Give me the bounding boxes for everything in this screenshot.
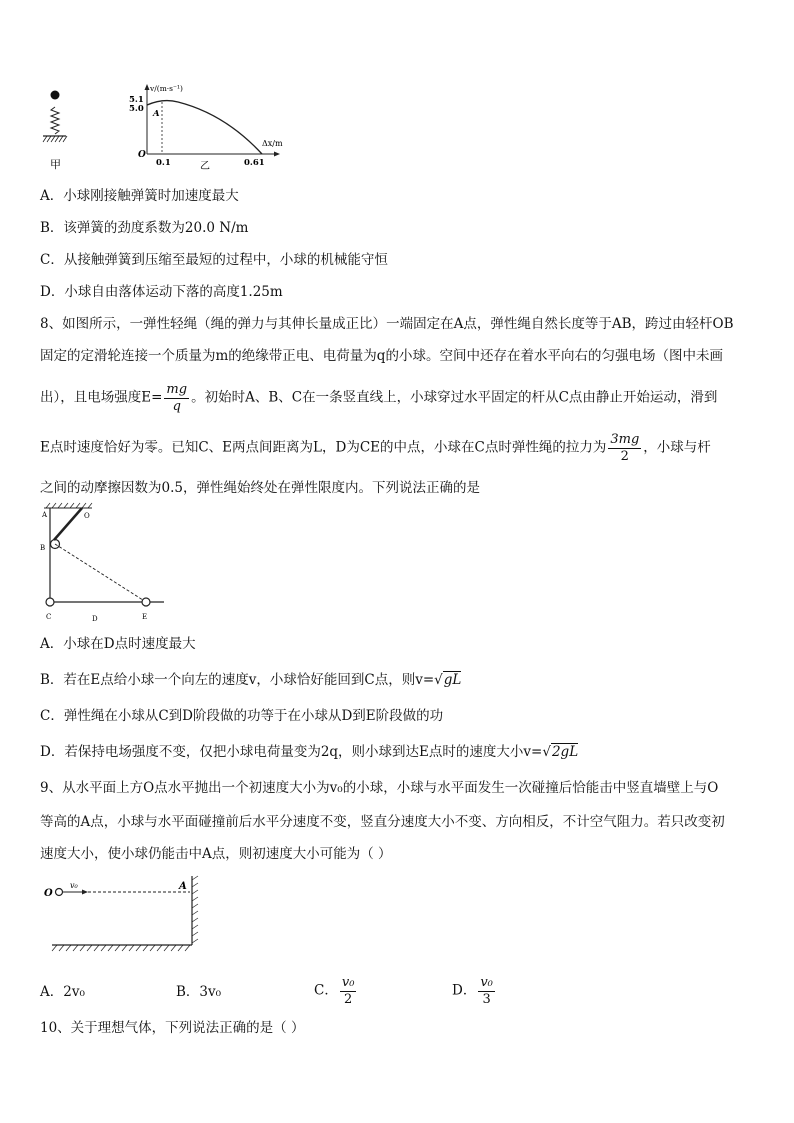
- q8-option-b: B．若在E点给小球一个向左的速度v，小球恰好能回到C点，则v=√gL: [40, 672, 462, 688]
- q9-option-c: [314, 975, 358, 1007]
- y-tick-5-1: 5.1: [129, 95, 144, 105]
- frac1-den: q: [172, 398, 181, 414]
- q9-option-c-den: 2: [343, 991, 353, 1007]
- fig7: [30, 80, 300, 175]
- frac2-num: 3mg: [610, 432, 640, 447]
- frac2-den: 2: [620, 448, 629, 464]
- fig9: [40, 872, 220, 964]
- q8-stem-line-2: 固定的定滑轮连接一个质量为m的绝缘带正电、电荷量为q的小球。空间中还存在着水平向右的匀强电场（图中未画: [40, 348, 723, 364]
- field-strength-fraction: [164, 382, 189, 414]
- q9-option-c-label: C．: [314, 982, 338, 999]
- fig8-o: O: [84, 512, 90, 520]
- origin-label: O: [138, 150, 146, 160]
- q8-line4-pre: E点时速度恰好为零。已知C、E两点间距离为L，D为CE的中点，小球在C点时弹性绳的拉力为: [40, 439, 607, 456]
- fig8-a: A: [42, 511, 48, 519]
- fig8: [34, 502, 169, 627]
- q7-option-d: D．小球自由落体运动下落的高度1.25m: [40, 284, 283, 300]
- q9-stem-line-2: 等高的A点，小球与水平面碰撞前后水平分速度不变，竖直分速度大小不变、方向相反，不计空气阻力。若只改变初: [40, 814, 725, 830]
- q9-option-d: [452, 975, 497, 1007]
- fig8-e: E: [142, 613, 148, 621]
- v-axis-label: v/(m·s⁻¹): [150, 84, 183, 93]
- fig9-v0: v₀: [70, 881, 78, 890]
- q8-stem-line-1: 8、如图所示，一弹性轻绳（绳的弹力与其伸长量成正比）一端固定在A点，弹性绳自然长度等于AB，跨过由轻杆OB: [40, 316, 734, 332]
- q9-option-d-den: 3: [482, 991, 491, 1007]
- q8-option-d-sqrt: 2gL: [551, 744, 579, 760]
- fig9-a: A: [179, 881, 187, 892]
- q8-stem-line-4: [40, 432, 711, 464]
- q8-line4-post: ，小球与杆: [643, 439, 711, 456]
- q8-option-c: C．弹性绳在小球从C到D阶段做的功等于在小球从D到E阶段做的功: [40, 708, 444, 724]
- q9-option-c-fraction: [340, 975, 357, 1007]
- ball-e: [142, 598, 150, 606]
- label-jia: 甲: [50, 158, 61, 171]
- q8-stem-line-3: [40, 382, 717, 414]
- q9-option-c-num: v₀: [341, 975, 355, 990]
- ball-c: [46, 598, 54, 606]
- label-yi: 乙: [200, 161, 210, 172]
- frac1-num: mg: [166, 382, 188, 397]
- q9-option-d-label: D．: [452, 982, 477, 999]
- q8-line3-post: 。初始时A、B、C在一条竖直线上，小球穿过水平固定的杆从C点由静止开始运动，滑到: [191, 389, 718, 406]
- q8-option-d: D．若保持电场强度不变，仅把小球电荷量变为2q，则小球到达E点时的速度大小v=√2gL: [40, 744, 579, 760]
- fig9-o: O: [44, 888, 53, 899]
- q8-option-b-text: B．若在E点给小球一个向左的速度v，小球恰好能回到C点，则v=: [40, 672, 435, 688]
- x-axis-label: Δx/m: [262, 139, 283, 148]
- q8-option-b-sqrt: gL: [443, 672, 462, 688]
- ball-o: [56, 889, 63, 896]
- velocity-curve: [147, 101, 262, 154]
- fig8-d: D: [92, 615, 98, 623]
- q9-option-d-num: v₀: [480, 975, 493, 990]
- q9-option-b: B．3v₀: [176, 984, 222, 1000]
- q8-option-a: A．小球在D点时速度最大: [40, 636, 196, 652]
- point-a-label: A: [153, 109, 160, 119]
- fig8-c: C: [46, 613, 52, 621]
- q7-option-c: C．从接触弹簧到压缩至最短的过程中，小球的机械能守恒: [40, 252, 388, 268]
- q7-option-a: A．小球刚接触弹簧时加速度最大: [40, 188, 239, 204]
- q8-line3-pre: 出），且电场强度E=: [40, 389, 163, 406]
- q8-stem-line-5: 之间的动摩擦因数为0.5，弹性绳始终处在弹性限度内。下列说法正确的是: [40, 480, 480, 496]
- q10-stem: 10、关于理想气体，下列说法正确的是（ ）: [40, 1020, 305, 1036]
- q9-option-a: A．2v₀: [40, 984, 85, 1000]
- tension-fraction: [608, 432, 641, 464]
- q9-stem-line-1: 9、从水平面上方O点水平抛出一个初速度大小为v₀的小球，小球与水平面发生一次碰撞后恰能击中竖直墙壁上与O: [40, 780, 719, 796]
- fig8-b: B: [40, 544, 46, 552]
- q8-option-d-text: D．若保持电场强度不变，仅把小球电荷量变为2q，则小球到达E点时的速度大小v=: [40, 744, 543, 760]
- y-tick-5-0: 5.0: [129, 104, 144, 114]
- x-tick-0-1: 0.1: [156, 158, 171, 168]
- q9-option-d-fraction: [478, 975, 495, 1007]
- q9-stem-line-3: 速度大小，使小球仍能击中A点，则初速度大小可能为（ ）: [40, 846, 392, 862]
- spring: [51, 107, 59, 134]
- q7-option-b: B．该弹簧的劲度系数为20.0 N/m: [40, 220, 249, 236]
- x-tick-0-61: 0.61: [244, 158, 265, 168]
- ball: [51, 91, 60, 100]
